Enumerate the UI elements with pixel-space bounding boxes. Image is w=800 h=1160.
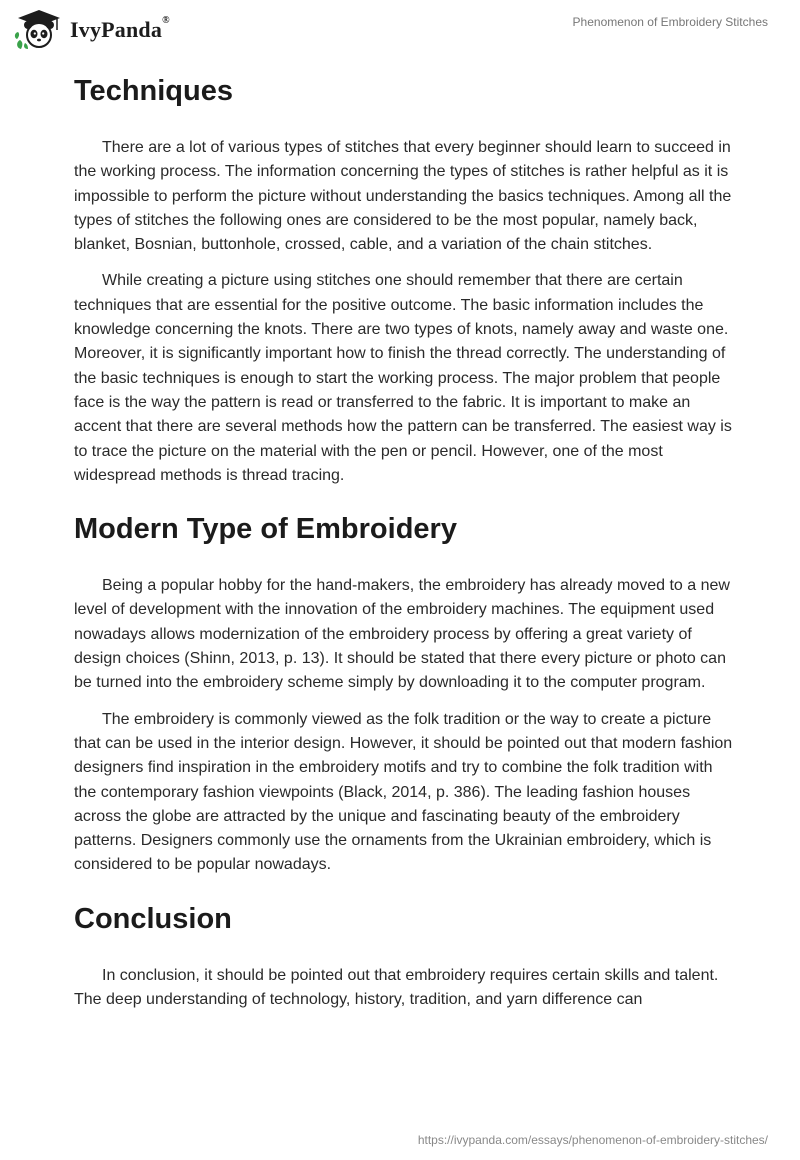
paragraph: While creating a picture using stitches one should remember that there are certain techniques that are essential for the positive outcome. The basic information includes the knowledge concerning the knots. There are two types of knots, namely away and waste one. Moreover, it is significantly important how to finish the thread correctly. The understanding of the basic techniques is enough to start the working process. The major problem that people face is the way the pattern is read or transferred to the fabric. It is important to make an accent that there are several methods how the pattern can be transferred. The easiest way is to trace the picture on the material with the pen or pencil. However, one of the most widespread methods is thread tracing.: [74, 272, 732, 484]
brand-name: IvyPanda®: [70, 15, 170, 42]
ivypanda-logo[interactable]: [14, 8, 170, 50]
paragraph: The embroidery is commonly viewed as the folk tradition or the way to create a picture that can be used in the interior design. However, it should be pointed out that modern fashion designers find inspiration in the embroidery motifs and try to combine the folk tradition with the contemporary fashion viewpoints (Black, 2014, p. 386). The leading fashion houses across the globe are attracted by the unique and fascinating beauty of the embroidery patterns. Designers commonly use the ornaments from the Ukrainian embroidery, which is considered to be popular nowadays.: [74, 710, 733, 874]
document-title: Phenomenon of Embroidery Stitches: [572, 15, 768, 29]
panda-graduate-icon: [14, 8, 64, 50]
heading-conclusion: Conclusion: [74, 902, 232, 935]
page-header: [0, 0, 800, 60]
paragraph: There are a lot of various types of stitches that every beginner should learn to succeed in the working process. The information concerning the types of stitches is rather helpful as it is impossible to perform the picture without understanding the basics techniques. Among all the types of stitches the following ones are considered to be the most popular, namely back, blanket, Bosnian, buttonhole, crossed, cable, and a variation of the chain stitches.: [74, 139, 732, 254]
essay-body: [74, 70, 734, 1012]
paragraph: Being a popular hobby for the hand-makers, the embroidery has already moved to a new level of development with the innovation of the embroidery machines. The equipment used nowadays allows modernization of the embroidery process by offering a great variety of design choices (Shinn, 2013, p. 13). It should be stated that there every picture or photo can be turned into the embroidery scheme simply by downloading it to the computer program.: [74, 577, 730, 692]
paragraph: In conclusion, it should be pointed out that embroidery requires certain skills and talent. The deep understanding of technology, history, tradition, and yarn difference can: [74, 966, 719, 1009]
heading-techniques: Techniques: [74, 75, 233, 107]
source-url-link[interactable]: https://ivypanda.com/essays/phenomenon-of-embroidery-stitches/: [417, 1133, 768, 1147]
heading-modern-type: Modern Type of Embroidery: [74, 513, 457, 546]
